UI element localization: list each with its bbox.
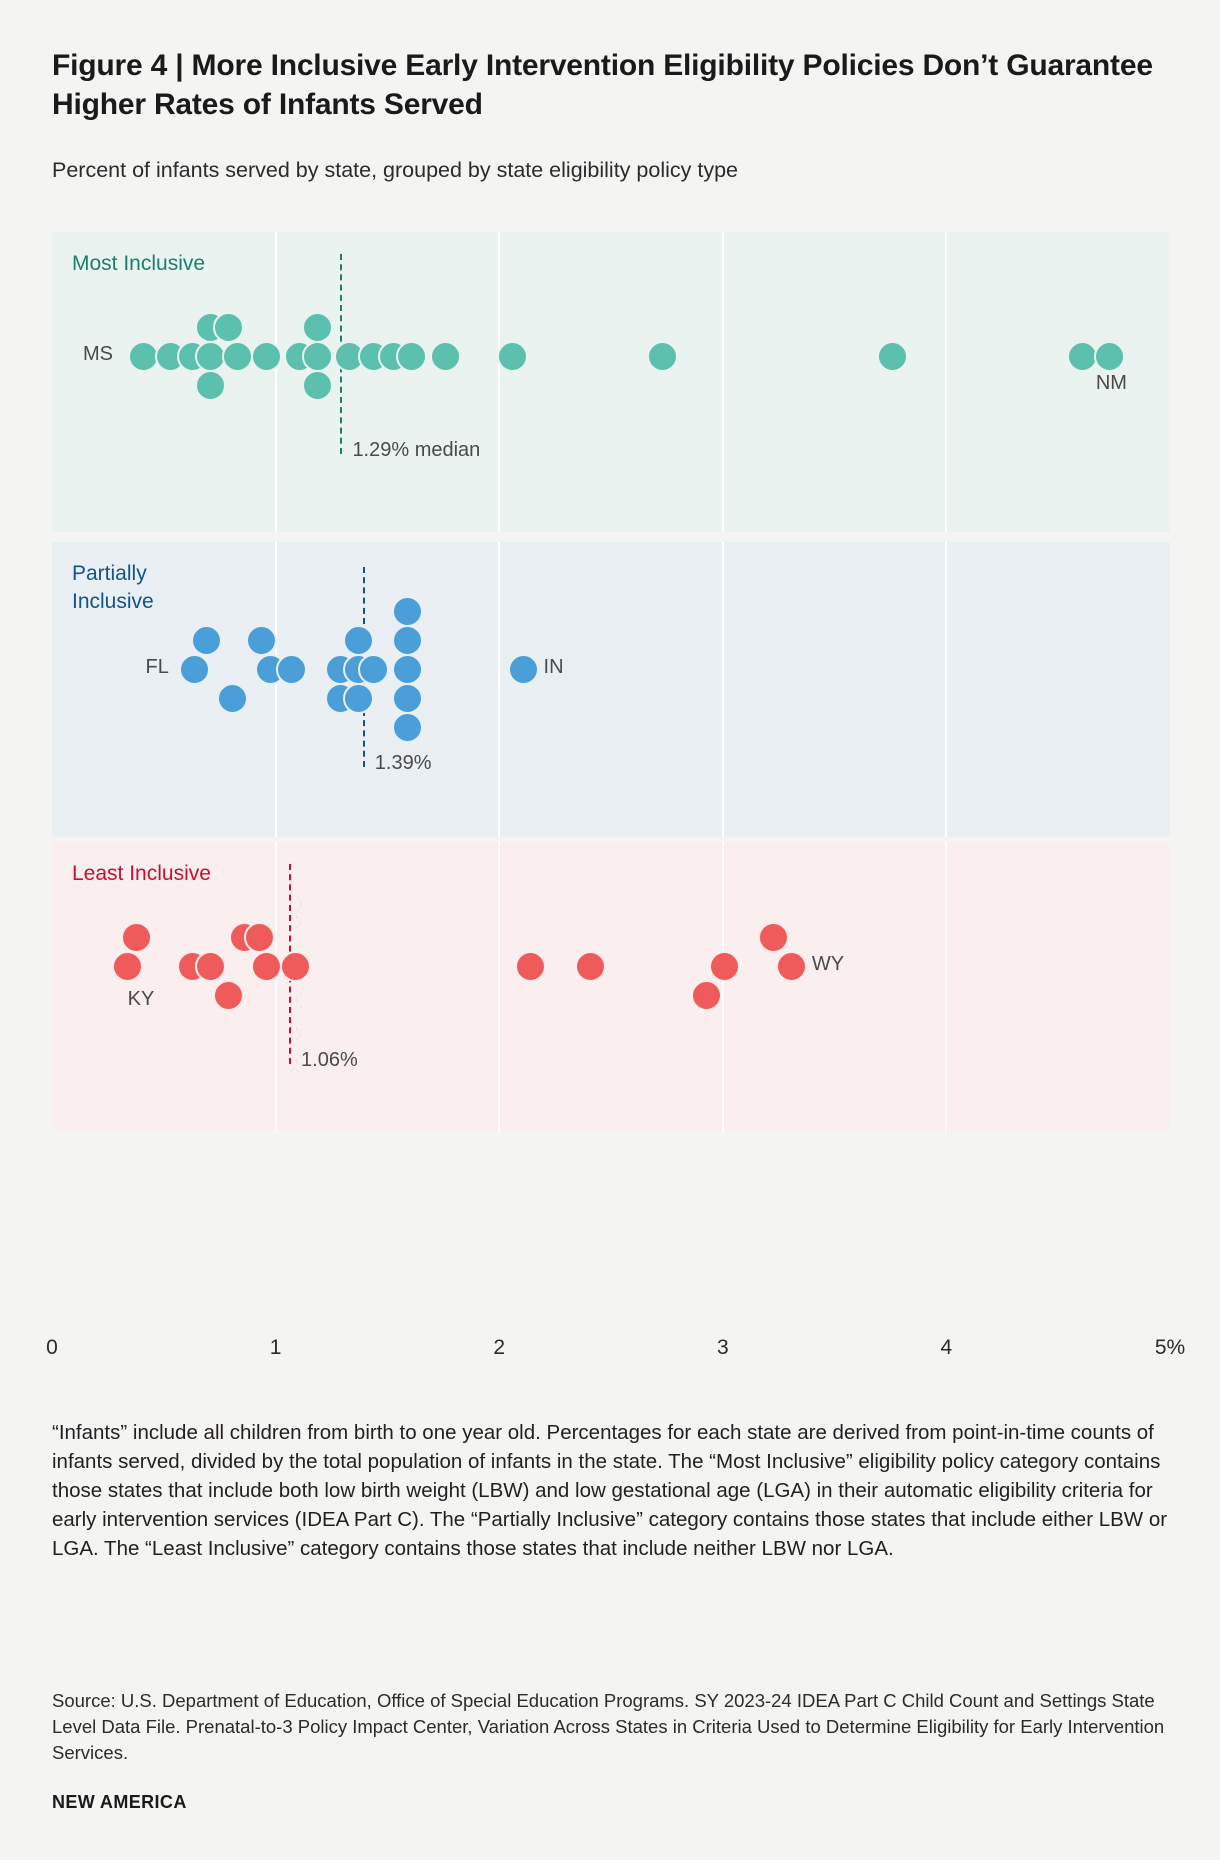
data-point[interactable]	[575, 951, 606, 982]
figure-subtitle: Percent of infants served by state, grouped by state eligibility policy type	[52, 158, 738, 182]
data-point[interactable]	[195, 951, 226, 982]
gridline-2	[498, 842, 500, 1132]
x-axis	[46, 1322, 1186, 1372]
scatter-chart	[52, 232, 1170, 1322]
data-point[interactable]	[179, 654, 210, 685]
data-point[interactable]	[280, 951, 311, 982]
data-point[interactable]	[392, 712, 423, 743]
data-point[interactable]	[392, 625, 423, 656]
state-label-wy: WY	[811, 953, 845, 975]
x-tick-1: 1	[269, 1336, 282, 1359]
data-point[interactable]	[758, 922, 789, 953]
page-title: Figure 4 | More Inclusive Early Intervention Eligibility Policies Don’t Guarantee Higher Rates of Infants Served	[52, 49, 1153, 121]
data-point[interactable]	[508, 654, 539, 685]
data-point[interactable]	[213, 312, 244, 343]
data-point[interactable]	[251, 341, 282, 372]
data-point[interactable]	[392, 654, 423, 685]
data-point[interactable]	[430, 341, 461, 372]
x-tick-4: 4	[940, 1336, 953, 1359]
data-point[interactable]	[396, 341, 427, 372]
data-point[interactable]	[302, 341, 333, 372]
gridline-4	[945, 542, 947, 837]
data-point[interactable]	[1094, 341, 1125, 372]
data-point[interactable]	[217, 683, 248, 714]
gridline-3	[722, 542, 724, 837]
data-point[interactable]	[709, 951, 740, 982]
gridline-1	[275, 232, 277, 532]
data-point[interactable]	[302, 312, 333, 343]
gridline-4	[945, 232, 947, 532]
data-point[interactable]	[647, 341, 678, 372]
median-label: 1.29% median	[352, 439, 481, 461]
data-point[interactable]	[191, 625, 222, 656]
data-point[interactable]	[691, 980, 722, 1011]
band-label-least-inclusive: Least Inclusive	[72, 862, 211, 885]
gridline-1	[275, 842, 277, 1132]
data-point[interactable]	[302, 370, 333, 401]
data-point[interactable]	[877, 341, 908, 372]
data-point[interactable]	[776, 951, 807, 982]
data-point[interactable]	[343, 625, 374, 656]
state-label-fl: FL	[145, 656, 169, 678]
band-most-inclusive	[52, 232, 1170, 532]
brand-wordmark: NEW AMERICA	[52, 1792, 187, 1812]
data-point[interactable]	[251, 951, 282, 982]
median-label: 1.39%	[374, 752, 432, 774]
gridline-3	[722, 232, 724, 532]
state-label-nm: NM	[1095, 372, 1127, 394]
state-label-in: IN	[543, 656, 564, 678]
data-point[interactable]	[392, 683, 423, 714]
x-tick-0: 0	[46, 1336, 58, 1359]
band-label-partially-inclusive: Partially Inclusive	[72, 562, 154, 614]
data-point[interactable]	[358, 654, 389, 685]
gridline-3	[722, 842, 724, 1132]
gridline-1	[275, 542, 277, 837]
data-point[interactable]	[121, 922, 152, 953]
figure-note: “Infants” include all children from birth to one year old. Percentages for each state are derived from point-in-time counts of infants served, divided by the total population of infants in the state. The “Most Inclusive” eligibility policy category contains those states that include both low birth weight (LBW) and low gestational age (LGA) in their automatic eligibility criteria for early intervention services (IDEA Part C). The “Partially Inclusive” category contains those states that include either LBW or LGA. The “Least Inclusive” category contains those states that include neither LBW nor LGA.	[52, 1421, 1168, 1561]
data-point[interactable]	[392, 596, 423, 627]
figure-source: Source: U.S. Department of Education, Office of Special Education Programs. SY 2023-24 IDEA Part C Child Count and Settings State Level Data File. Prenatal-to-3 Policy Impact Center, Variation Across States in Criteria Used to Determine Eligibility for Early Intervention Services.	[52, 1690, 1165, 1763]
band-least-inclusive	[52, 842, 1170, 1132]
data-point[interactable]	[515, 951, 546, 982]
gridline-4	[945, 842, 947, 1132]
data-point[interactable]	[213, 980, 244, 1011]
x-tick-2: 2	[493, 1336, 506, 1359]
data-point[interactable]	[343, 683, 374, 714]
band-partially-inclusive	[52, 542, 1170, 837]
data-point[interactable]	[246, 625, 277, 656]
x-tick-5pct: 5%	[1154, 1336, 1186, 1359]
state-label-ky: KY	[127, 988, 155, 1010]
data-point[interactable]	[276, 654, 307, 685]
x-tick-3: 3	[716, 1336, 729, 1359]
data-point[interactable]	[244, 922, 275, 953]
gridline-2	[498, 232, 500, 532]
data-point[interactable]	[497, 341, 528, 372]
data-point[interactable]	[195, 370, 226, 401]
median-label: 1.06%	[301, 1049, 358, 1071]
data-point[interactable]	[112, 951, 143, 982]
data-point[interactable]	[222, 341, 253, 372]
state-label-ms: MS	[82, 343, 113, 365]
band-label-most-inclusive: Most Inclusive	[72, 252, 206, 275]
gridline-2	[498, 542, 500, 837]
